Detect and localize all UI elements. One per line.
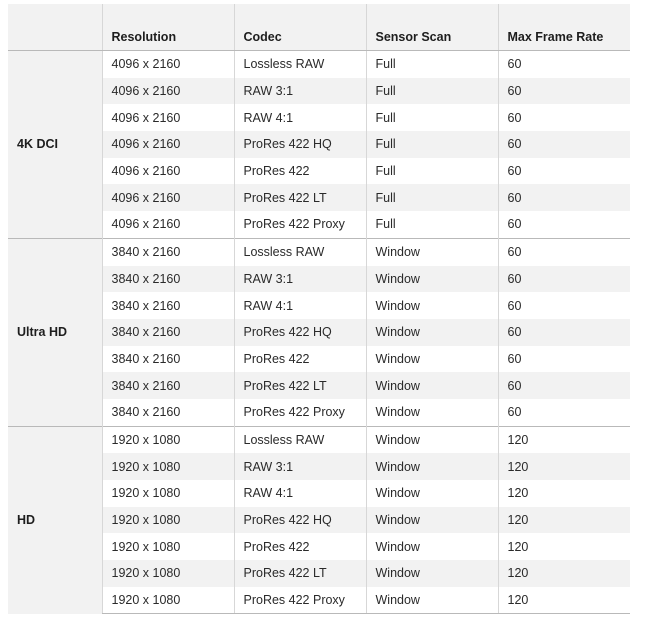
table-row [8, 587, 630, 614]
resolution-cell: 4096 x 2160 [102, 104, 234, 131]
table-row [8, 480, 630, 507]
max-frame-rate-cell: 120 [498, 560, 630, 587]
table-row [8, 211, 630, 238]
sensor-scan-cell: Window [366, 238, 498, 265]
max-frame-rate-cell: 60 [498, 211, 630, 238]
sensor-scan-cell: Window [366, 587, 498, 614]
sensor-scan-cell: Full [366, 131, 498, 158]
codec-cell: ProRes 422 HQ [234, 131, 366, 158]
codec-cell: Lossless RAW [234, 51, 366, 78]
sensor-scan-cell: Window [366, 533, 498, 560]
codec-cell: ProRes 422 LT [234, 560, 366, 587]
table-row [8, 104, 630, 131]
max-frame-rate-cell: 60 [498, 78, 630, 105]
table-row [8, 372, 630, 399]
max-frame-rate-cell: 120 [498, 453, 630, 480]
resolution-cell: 3840 x 2160 [102, 372, 234, 399]
max-frame-rate-cell: 120 [498, 426, 630, 453]
resolution-cell: 4096 x 2160 [102, 131, 234, 158]
codec-cell: RAW 3:1 [234, 453, 366, 480]
codec-cell: ProRes 422 [234, 533, 366, 560]
table-row [8, 292, 630, 319]
table-row [8, 184, 630, 211]
header-max-frame-rate: Max Frame Rate [498, 4, 630, 51]
table-row [8, 158, 630, 185]
resolution-cell: 1920 x 1080 [102, 426, 234, 453]
format-group-label: HD [8, 426, 102, 614]
sensor-scan-cell: Full [366, 104, 498, 131]
sensor-scan-cell: Window [366, 266, 498, 293]
max-frame-rate-cell: 60 [498, 399, 630, 426]
resolution-cell: 3840 x 2160 [102, 292, 234, 319]
table-row [8, 346, 630, 373]
max-frame-rate-cell: 60 [498, 184, 630, 211]
codec-cell: ProRes 422 HQ [234, 319, 366, 346]
codec-cell: RAW 4:1 [234, 292, 366, 319]
resolution-cell: 3840 x 2160 [102, 238, 234, 265]
header-codec: Codec [234, 4, 366, 51]
table-row [8, 453, 630, 480]
table-body [8, 51, 630, 614]
table-header [8, 4, 630, 51]
sensor-scan-cell: Window [366, 426, 498, 453]
max-frame-rate-cell: 60 [498, 158, 630, 185]
sensor-scan-cell: Window [366, 480, 498, 507]
table-row [8, 51, 630, 78]
table-row [8, 266, 630, 293]
table-row [8, 507, 630, 534]
codec-cell: ProRes 422 Proxy [234, 211, 366, 238]
resolution-cell: 3840 x 2160 [102, 346, 234, 373]
codec-cell: Lossless RAW [234, 426, 366, 453]
max-frame-rate-cell: 120 [498, 507, 630, 534]
codec-cell: ProRes 422 LT [234, 184, 366, 211]
codec-cell: ProRes 422 LT [234, 372, 366, 399]
max-frame-rate-cell: 60 [498, 319, 630, 346]
max-frame-rate-cell: 60 [498, 372, 630, 399]
sensor-scan-cell: Full [366, 51, 498, 78]
table-row [8, 426, 630, 453]
codec-cell: RAW 3:1 [234, 266, 366, 293]
sensor-scan-cell: Full [366, 184, 498, 211]
header-row [8, 4, 630, 51]
sensor-scan-cell: Full [366, 78, 498, 105]
sensor-scan-cell: Window [366, 346, 498, 373]
recording-formats-table-wrapper [8, 4, 630, 614]
codec-cell: RAW 3:1 [234, 78, 366, 105]
resolution-cell: 4096 x 2160 [102, 184, 234, 211]
sensor-scan-cell: Window [366, 372, 498, 399]
sensor-scan-cell: Window [366, 399, 498, 426]
table-row [8, 533, 630, 560]
sensor-scan-cell: Full [366, 158, 498, 185]
codec-cell: RAW 4:1 [234, 104, 366, 131]
codec-cell: Lossless RAW [234, 238, 366, 265]
resolution-cell: 1920 x 1080 [102, 560, 234, 587]
resolution-cell: 4096 x 2160 [102, 158, 234, 185]
resolution-cell: 1920 x 1080 [102, 453, 234, 480]
max-frame-rate-cell: 60 [498, 51, 630, 78]
sensor-scan-cell: Window [366, 292, 498, 319]
max-frame-rate-cell: 120 [498, 587, 630, 614]
sensor-scan-cell: Window [366, 560, 498, 587]
max-frame-rate-cell: 120 [498, 533, 630, 560]
format-group-label: 4K DCI [8, 51, 102, 239]
table-row [8, 319, 630, 346]
max-frame-rate-cell: 60 [498, 131, 630, 158]
header-resolution: Resolution [102, 4, 234, 51]
table-row [8, 238, 630, 265]
header-format-group [8, 4, 102, 51]
resolution-cell: 3840 x 2160 [102, 266, 234, 293]
codec-cell: ProRes 422 Proxy [234, 399, 366, 426]
format-group-label: Ultra HD [8, 238, 102, 426]
codec-cell: ProRes 422 HQ [234, 507, 366, 534]
sensor-scan-cell: Window [366, 507, 498, 534]
sensor-scan-cell: Full [366, 211, 498, 238]
header-sensor-scan: Sensor Scan [366, 4, 498, 51]
codec-cell: ProRes 422 [234, 346, 366, 373]
codec-cell: ProRes 422 Proxy [234, 587, 366, 614]
table-row [8, 399, 630, 426]
sensor-scan-cell: Window [366, 453, 498, 480]
resolution-cell: 3840 x 2160 [102, 319, 234, 346]
max-frame-rate-cell: 60 [498, 346, 630, 373]
codec-cell: RAW 4:1 [234, 480, 366, 507]
resolution-cell: 4096 x 2160 [102, 211, 234, 238]
sensor-scan-cell: Window [366, 319, 498, 346]
max-frame-rate-cell: 60 [498, 266, 630, 293]
resolution-cell: 4096 x 2160 [102, 78, 234, 105]
table-row [8, 131, 630, 158]
max-frame-rate-cell: 120 [498, 480, 630, 507]
max-frame-rate-cell: 60 [498, 292, 630, 319]
resolution-cell: 1920 x 1080 [102, 480, 234, 507]
codec-cell: ProRes 422 [234, 158, 366, 185]
resolution-cell: 4096 x 2160 [102, 51, 234, 78]
resolution-cell: 1920 x 1080 [102, 587, 234, 614]
table-row [8, 560, 630, 587]
resolution-cell: 3840 x 2160 [102, 399, 234, 426]
resolution-cell: 1920 x 1080 [102, 533, 234, 560]
recording-formats-table [8, 4, 630, 614]
max-frame-rate-cell: 60 [498, 104, 630, 131]
table-row [8, 78, 630, 105]
resolution-cell: 1920 x 1080 [102, 507, 234, 534]
max-frame-rate-cell: 60 [498, 238, 630, 265]
